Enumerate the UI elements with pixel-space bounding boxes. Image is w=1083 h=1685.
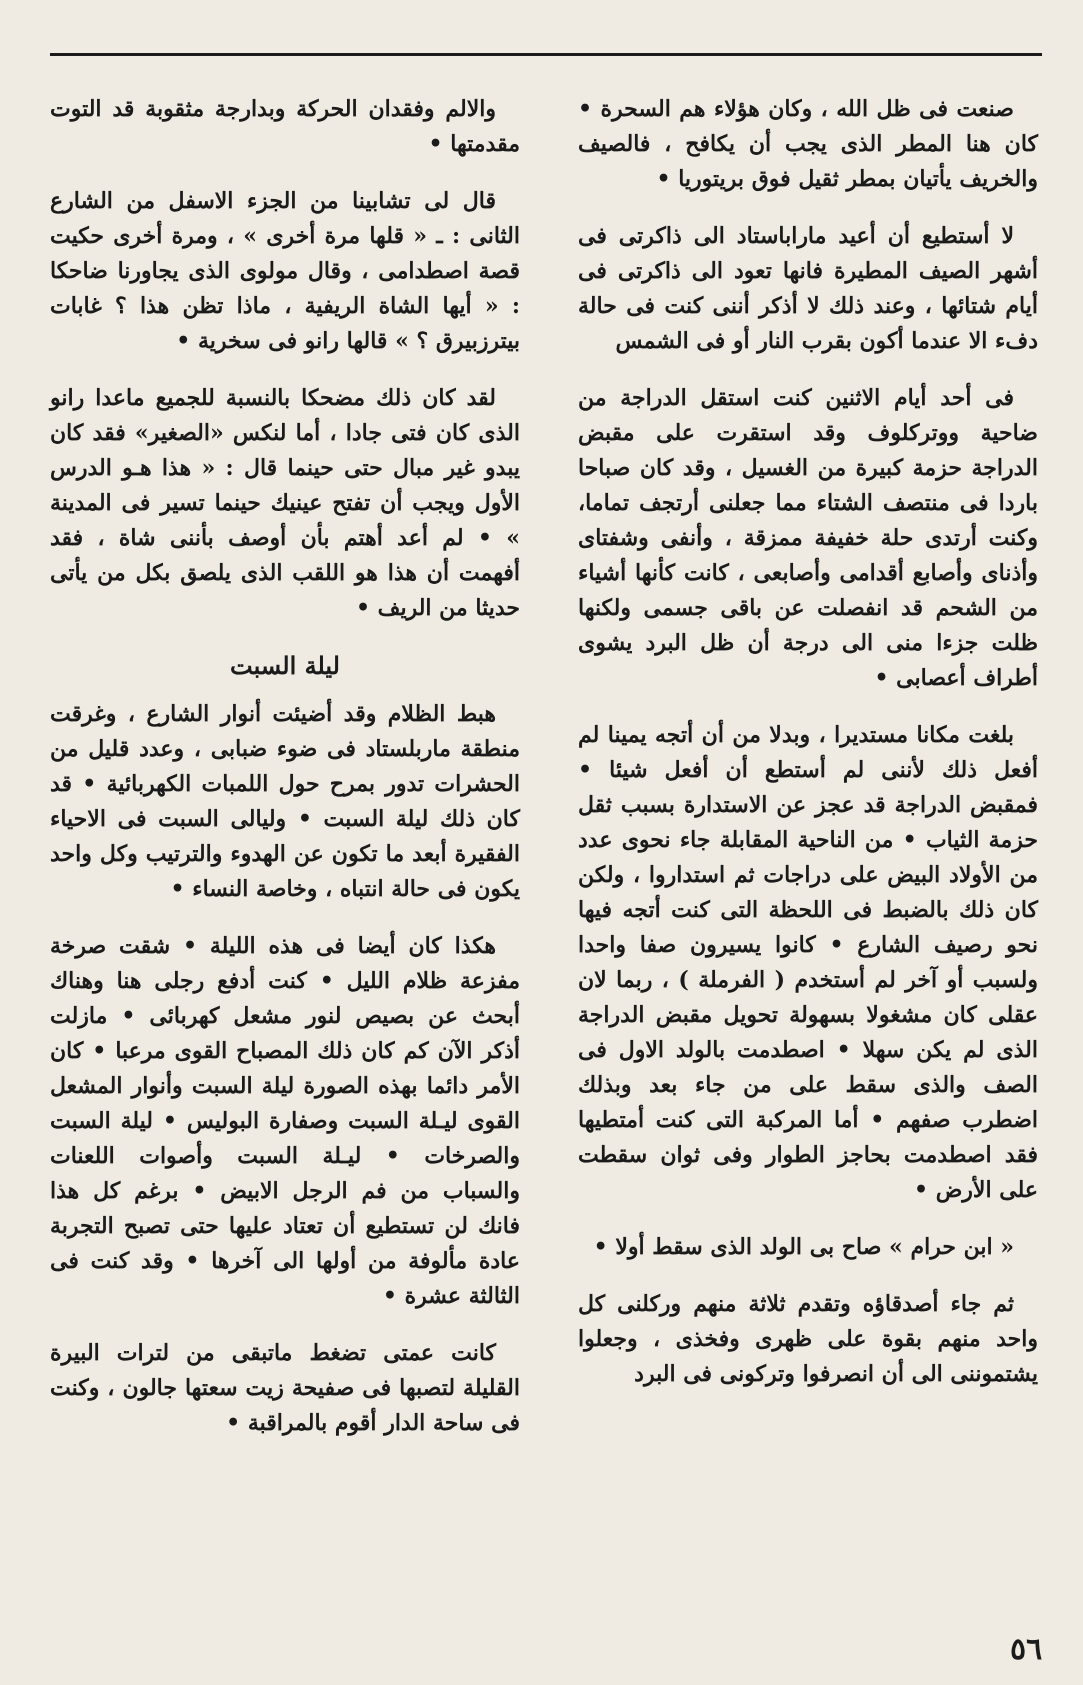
section-heading: ليلة السبت (230, 651, 340, 680)
right-paragraph: « ابن حرام » صاح بى الولد الذى سقط أولا • (593, 1234, 1014, 1260)
right-paragraph: فى أحد أيام الاثنين كنت استقل الدراجة من ضاحية ووتركلوف وقد استقرت على مقبض الدراجة حزمة كبيرة من الغسيل ، وقد كان صباحا باردا فى منتصف الشتاء مما جعلنى أرتجف تماما، وكنت أرتدى حلة خفيفة ممزقة ، وأنفى وشفتاى وأذناى وأصابع أقدامى وأصابعى ، كانت كأنها أشياء من الشحم قد انفصلت عن باقى جسمى ولكنها ظلت جزءا منى الى درجة أن ظل البرد يشوى أطراف أعصابى • (578, 385, 1038, 691)
left-column (50, 92, 520, 1463)
right-paragraph: لا أستطيع أن أعيد ماراباستاد الى ذاكرتى فى أشهر الصيف المطيرة فانها تعود الى ذاكرتى فى أيام شتائها ، وعند ذلك لا أذكر أننى كنت فى حالة دفء الا عندما أكون بقرب النار أو فى الشمس (578, 223, 1038, 354)
left-paragraph: لقد كان ذلك مضحكا بالنسبة للجميع ماعدا رانو الذى كان فتى جادا ، أما لنكس «الصغير» فقد كان يبدو غير مبال حتى حينما قال : « هذا هـو الدرس الأول ويجب أن تفتح عينيك حينما تسير فى المدينة » • لم أعد أهتم بأن أوصف بأننى شاة ، فقد أفهمت أن هذا هو اللقب الذى يلصق بكل من يأتى حديثا من الريف • (50, 385, 520, 621)
right-paragraph: ثم جاء أصدقاؤه وتقدم ثلاثة منهم وركلنى كل واحد منهم بقوة على ظهرى وفخذى ، وجعلوا يشتموننى الى أن انصرفوا وتركونى فى البرد (578, 1291, 1038, 1387)
left-paragraph: هبط الظلام وقد أضيئت أنوار الشارع ، وغرقت منطقة ماربلستاد فى ضوء ضبابى ، وعدد قليل من الحشرات تدور بمرح حول اللمبات الكهربائية • قد كان ذلك ليلة السبت • وليالى السبت فى الاحياء الفقيرة أبعد ما تكون عن الهدوء والترتيب وكل واحد يكون فى حالة انتباه ، وخاصة النساء • (50, 701, 520, 902)
top-rule (50, 53, 1042, 56)
right-column (578, 92, 1038, 1414)
left-paragraph: والالم وفقدان الحركة وبدارجة مثقوبة قد التوت مقدمتها • (50, 96, 520, 157)
left-paragraph: قال لى تشابينا من الجزء الاسفل من الشارع الثانى : ـ « قلها مرة أخرى » ، ومرة أخرى حكيت قصة اصطدامى ، وقال مولوى الذى يجاورنا ضاحكا : « أيها الشاة الريفية ، ماذا تظن هذا ؟ غابات بيترزبيرق ؟ » قالها رانو فى سخرية • (50, 188, 520, 354)
right-paragraph: بلغت مكانا مستديرا ، وبدلا من أن أتجه يمينا لم أفعل ذلك لأننى لم أستطع أن أفعل شيئا • فمقبض الدراجة قد عجز عن الاستدارة بسبب ثقل حزمة الثياب • من الناحية المقابلة جاء نحوى عدد من الأولاد البيض على دراجات ثم استداروا ، ولكن كان ذلك بالضبط فى اللحظة التى كنت أتجه فيها نحو رصيف الشارع • كانوا يسيرون صفا واحدا ولسبب أو آخر لم أستخدم ( الفرملة ) ، ربما لان عقلى كان مشغولا بسهولة تحويل مقبض الدراجة الذى لم يكن سهلا • اصطدمت بالولد الاول فى الصف والذى سقط على من جاء بعد وبذلك اضطرب صفهم • أما المركبة التى كنت أمتطيها فقد اصطدمت بحاجز الطوار وفى ثوان سقطت على الأرض • (578, 722, 1038, 1203)
right-paragraph: صنعت فى ظل الله ، وكان هؤلاء هم السحرة • كان هنا المطر الذى يجب أن يكافح ، فالصيف والخريف يأتيان بمطر ثقيل فوق بريتوريا • (578, 96, 1038, 192)
left-paragraph: هكذا كان أيضا فى هذه الليلة • شقت صرخة مفزعة ظلام الليل • كنت أدفع رجلى هنا وهناك أبحث عن بصيص لنور مشعل كهربائى • مازلت أذكر الآن كم كان ذلك المصباح القوى مرعبا • كان الأمر دائما بهذه الصورة ليلة السبت وأنوار المشعل القوى ليـلة السبت وصفارة البوليس • ليلة السبت والصرخات • ليـلة السبت وأصوات اللعنات والسباب من فم الرجل الابيض • برغم كل هذا فانك لن تستطيع أن تعتاد عليها حتى تصبح التجربة عادة مألوفة من أولها الى آخرها • وقد كنت فى الثالثة عشرة • (50, 933, 520, 1309)
left-paragraph: كانت عمتى تضغط ماتبقى من لترات البيرة القليلة لتصبها فى صفيحة زيت سعتها جالون ، وكنت فى ساحة الدار أقوم بالمراقبة • (50, 1340, 520, 1436)
page-number: ٥٦ (1010, 1632, 1043, 1667)
